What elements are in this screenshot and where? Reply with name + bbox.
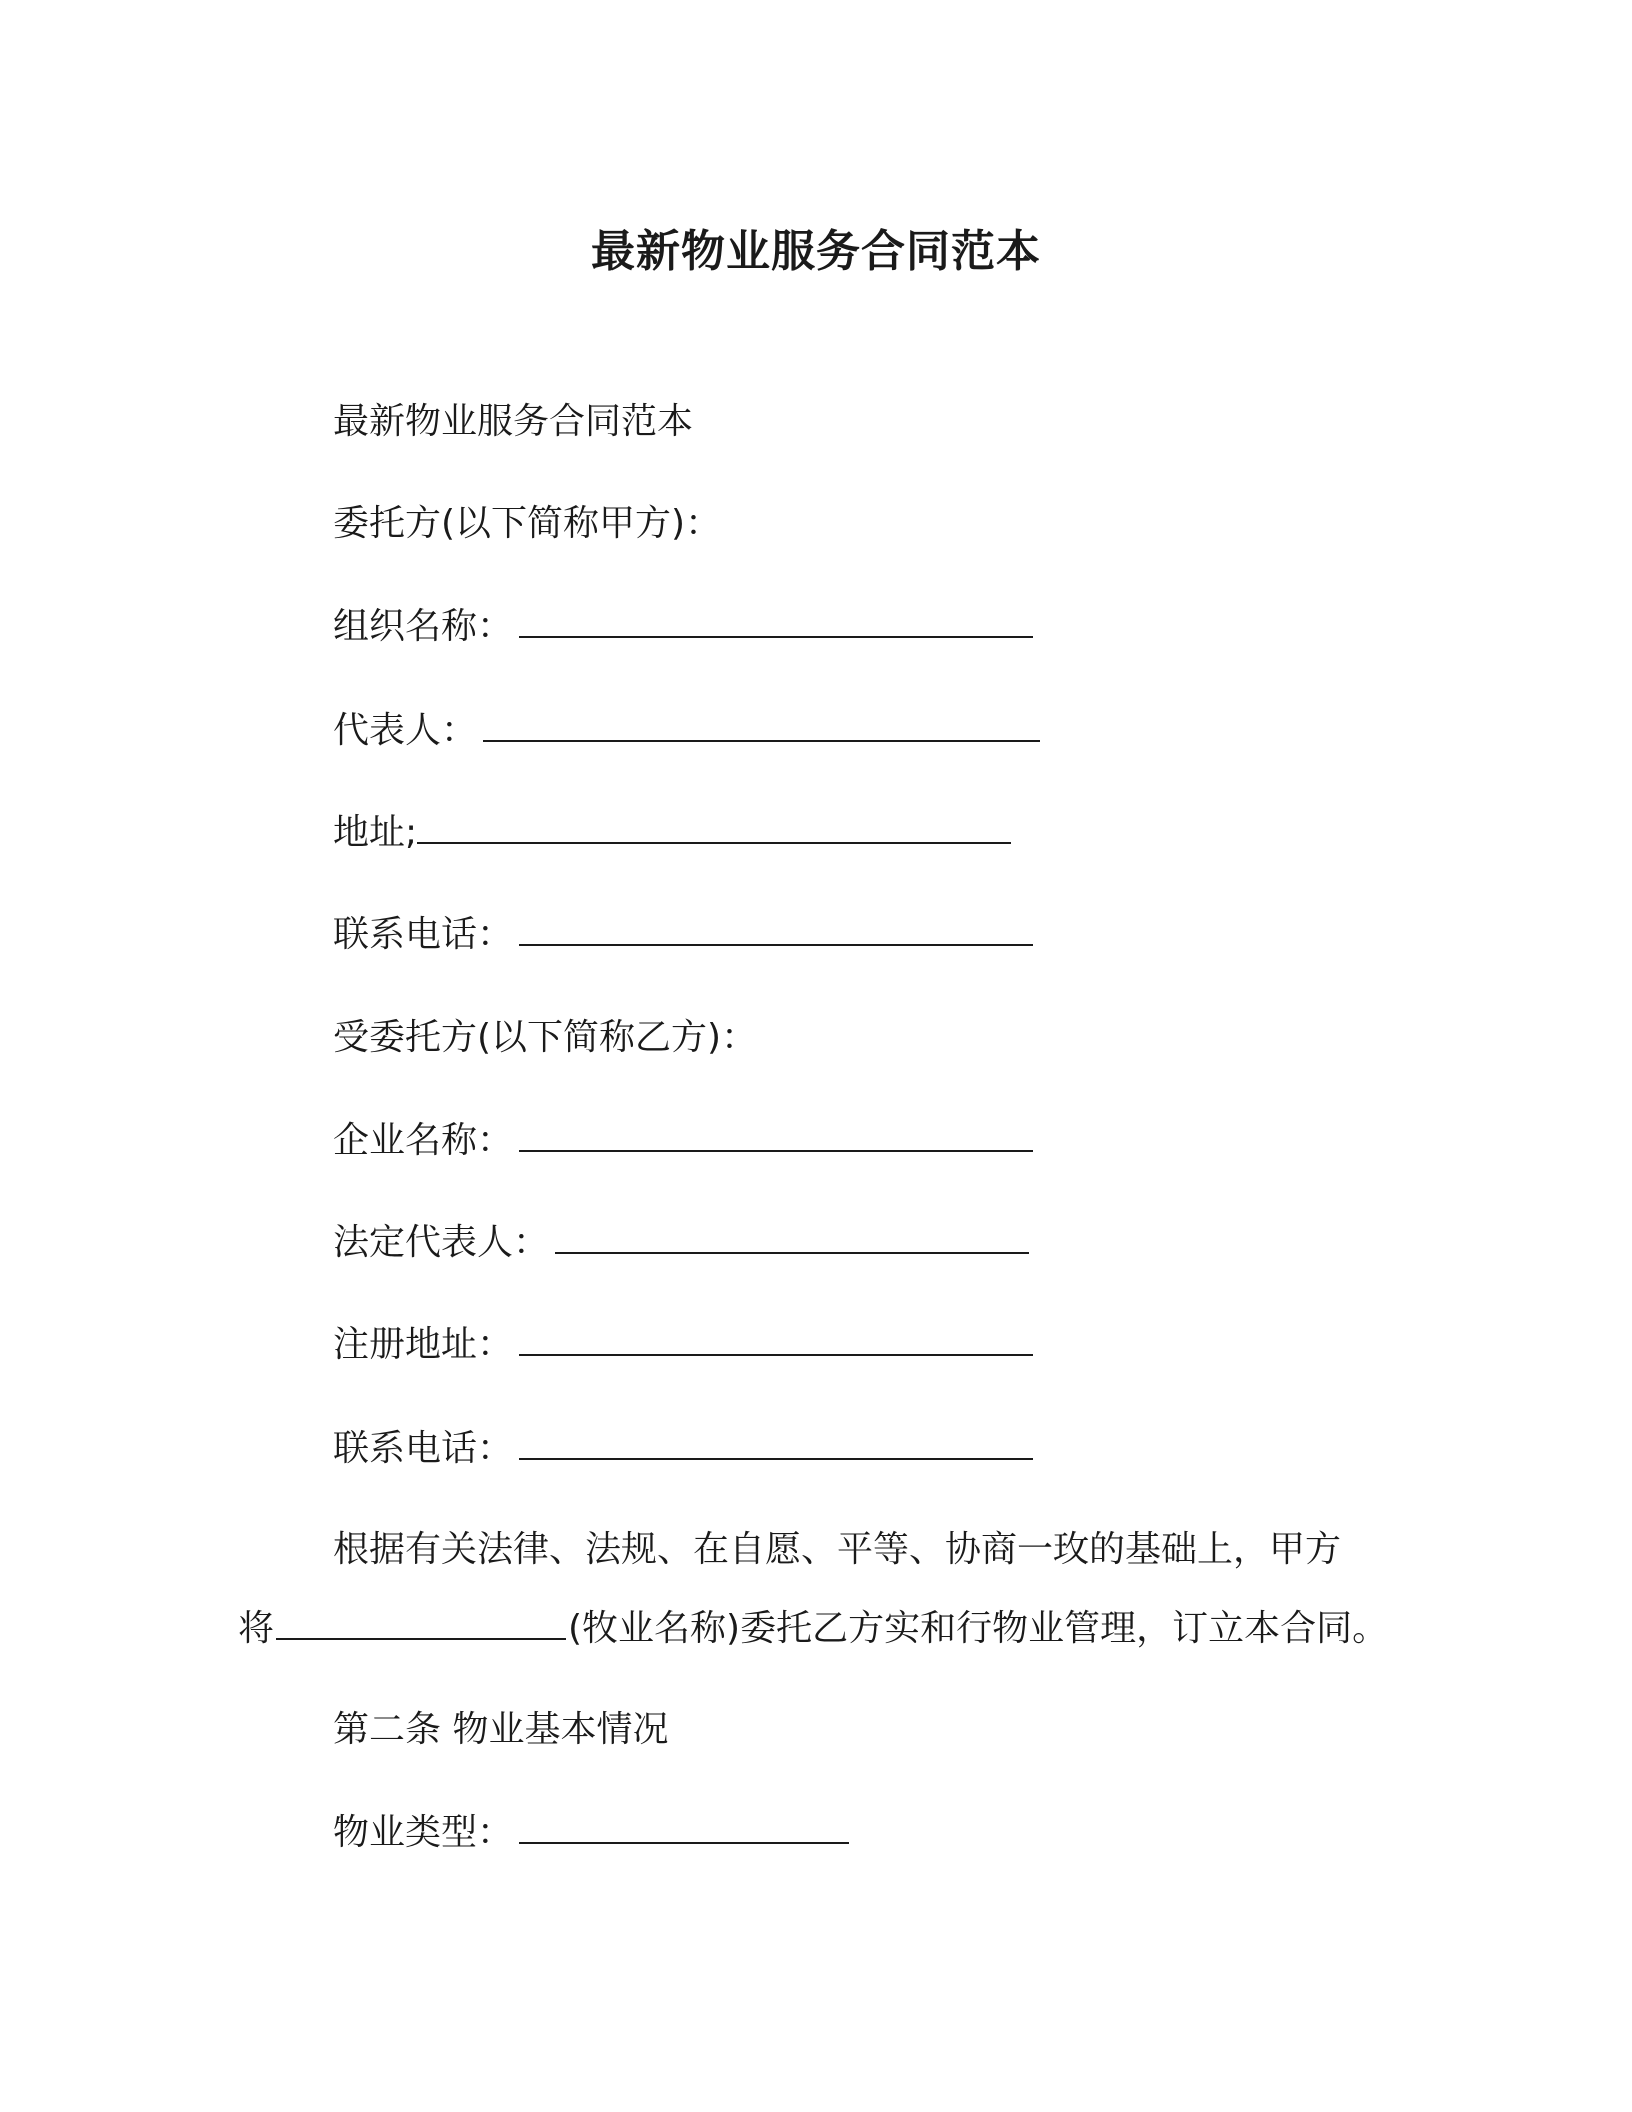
property-type-blank [519,1808,849,1844]
party-a-representative-blank [483,706,1040,742]
property-type-row [333,1808,849,1857]
party-b-phone-blank [519,1424,1033,1460]
party-b-company-name-blank [519,1116,1033,1152]
party-a-org-name-row [333,602,1033,651]
party-a-representative-row [333,706,1040,755]
preamble-line-2 [238,1604,1388,1653]
party-b-company-name-label: 企业名称： [333,1120,514,1161]
article-2-heading: 第二条 物业基本情况 [333,1709,669,1750]
party-b-registered-address-row [333,1320,1033,1369]
party-b-legal-rep-label: 法定代表人： [333,1222,550,1263]
property-name-blank [276,1604,566,1640]
party-a-phone-row [333,910,1033,959]
party-a-org-name-blank [519,602,1033,638]
party-b-company-name-row [333,1116,1033,1165]
party-b-legal-rep-blank [555,1218,1029,1254]
party-a-org-name-label: 组织名称： [333,606,514,647]
party-a-phone-label: 联系电话： [333,914,514,955]
party-b-phone-row [333,1424,1033,1473]
party-b-registered-address-blank [519,1320,1033,1356]
party-a-heading: 委托方(以下简称甲方)： [333,503,722,544]
party-b-registered-address-label: 注册地址： [333,1324,514,1365]
document-subtitle: 最新物业服务合同范本 [333,401,694,442]
preamble-line-2-prefix: 将 [238,1608,275,1649]
preamble-line-1: 根据有关法律、法规、在自愿、平等、协商一玫的基础上，甲方 [333,1529,1342,1570]
party-a-phone-blank [519,910,1033,946]
party-b-heading: 受委托方(以下简称乙方)： [333,1017,758,1058]
party-a-representative-label: 代表人： [333,710,478,751]
party-a-address-label: 地址; [333,812,418,853]
property-type-label: 物业类型： [333,1812,514,1853]
party-b-legal-rep-row [333,1218,1029,1267]
party-b-phone-label: 联系电话： [333,1428,514,1469]
document-title: 最新物业服务合同范本 [591,226,1041,277]
party-a-address-row [333,808,1011,857]
party-a-address-blank [417,808,1011,844]
preamble-line-2-suffix: (牧业名称)委托乙方实和行物业管理，订立本合同。 [568,1608,1389,1649]
